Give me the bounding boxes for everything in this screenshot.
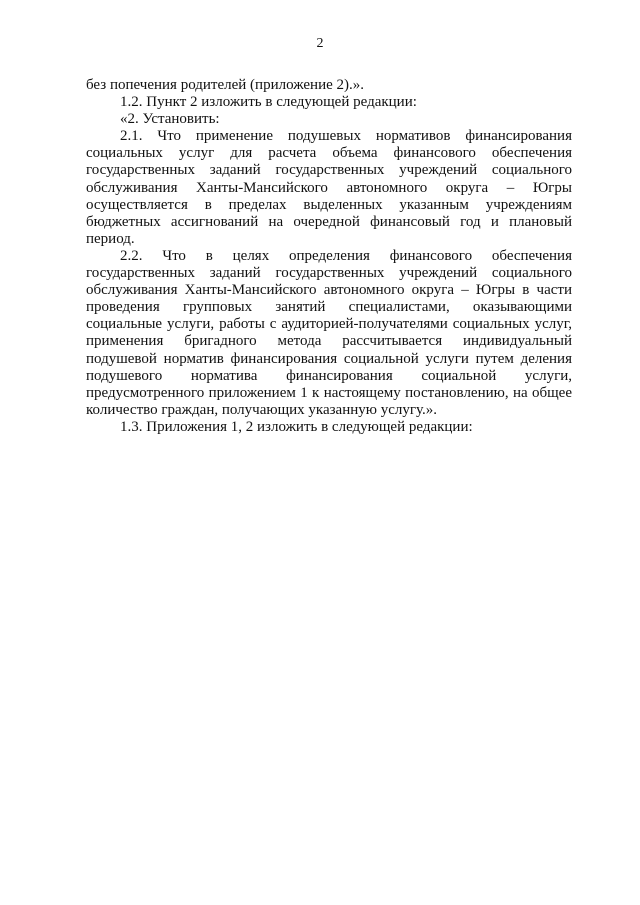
paragraph-clause-2-2: 2.2. Что в целях определения финансового обеспечения государственных заданий государственных учреждений социального обслуживания Ханты-Мансийского автономного округа – Югры в части проведения групповых занятий специалистами, оказывающими социальные услуги, работы с аудиторией-получателями социальных услуг, применения бригадного метода рассчитывается индивидуальный подушевой норматив финансирования социальной услуги путем деления подушевого норматива финансирования социальной услуги, предусмотренного приложением 1 к настоящему постановлению, на общее количество граждан, получающих указанную услугу.». <box>86 247 572 418</box>
paragraph-clause-1-3: 1.3. Приложения 1, 2 изложить в следующей редакции: <box>120 418 473 435</box>
paragraph-clause-2: «2. Установить: <box>120 111 220 128</box>
paragraph-continuation: без попечения родителей (приложение 2).». <box>86 77 364 93</box>
paragraph-clause-2-1: 2.1. Что применение подушевых нормативов финансирования социальных услуг для расчета объема финансового обеспечения государственных заданий государственных учреждений социального обслуживания Ханты-Мансийского автономного округа – Югры осуществляется в пределах выделенных указанным учреждениям бюджетных ассигнований на очередной финансовый год и плановый период. <box>86 128 572 247</box>
document-body <box>86 77 572 436</box>
page-number: 2 <box>316 36 324 51</box>
paragraph-clause-1-2: 1.2. Пункт 2 изложить в следующей редакции: <box>120 94 417 111</box>
